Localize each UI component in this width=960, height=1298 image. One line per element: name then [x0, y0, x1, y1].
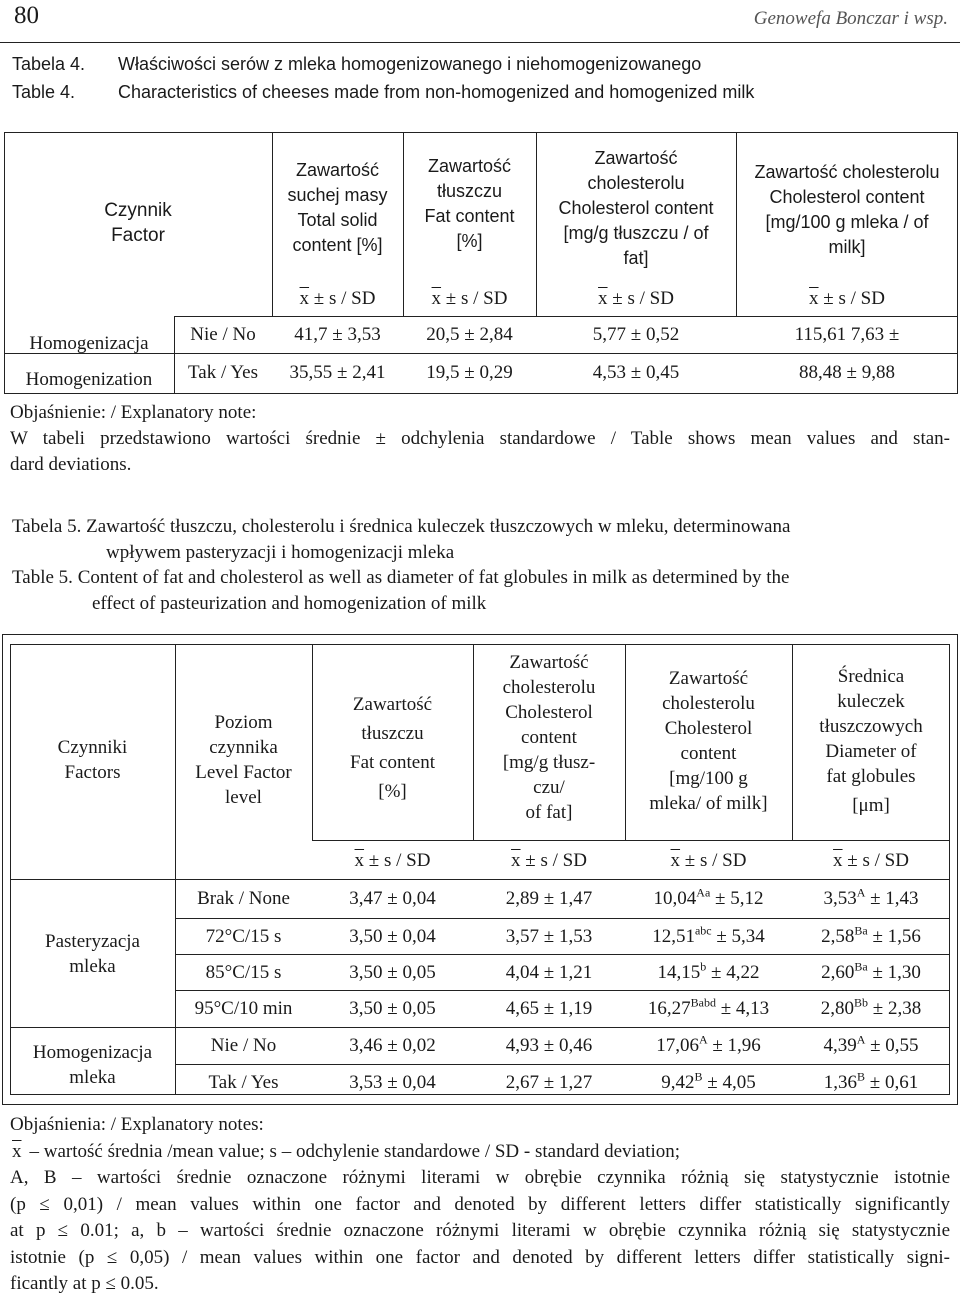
table4-stat-label: $\overline{x} \pm s$ / SD: [299, 288, 376, 309]
table4-col-cholesterol-milk: Zawartość cholesterolu Cholesterol content [mg/100 g mleka / of milk]: [754, 162, 940, 257]
table-cell: 85°C/15 s: [205, 962, 282, 983]
table-cell: $3,53^A \pm 1,43$: [823, 885, 919, 909]
table4-factor: Homogenizacja Homogenization: [25, 333, 153, 390]
table-cell: Brak / None: [197, 888, 290, 909]
page-header: [0, 0, 960, 43]
table-cell: $10,04^{Aa} \pm 5,12$: [653, 885, 764, 909]
table-cell: $2,60^{Ba} \pm 1,30$: [821, 959, 921, 983]
table-cell: 4,93 ± 0,46: [505, 1035, 593, 1056]
table4-col-cholesterol-fat: Zawartość cholesterolu Cholesterol content [mg/g tłuszczu / of fat]: [558, 148, 714, 268]
table4-factor-header: Czynnik Factor: [104, 200, 172, 246]
table-cell: $17,06^A \pm 1,96$: [656, 1032, 761, 1056]
table-cell: 4,04 ± 1,21: [505, 962, 593, 983]
table-cell: Tak / Yes: [208, 1072, 279, 1093]
table-cell: 3,50 ± 0,05: [349, 962, 436, 983]
table5-group-pasteurization: Pasteryzacja mleka: [45, 931, 140, 977]
table5-stat-label: $\overline{x} \pm s$ / SD: [670, 850, 747, 871]
table4-col-total-solid: Zawartość suchej masy Total solid content [%]: [287, 160, 388, 255]
table-cell: 2,67 ± 1,27: [505, 1072, 593, 1093]
table-cell: 12,51$^{abc}$ ± 5,34: [652, 923, 765, 947]
table5-level-header: Poziom czynnika Level Factor level: [195, 712, 292, 808]
table5-col-cholesterol-milk: Zawartość cholesterolu Cholesterol content [mg/100 g mleka/ of milk]: [649, 668, 768, 814]
table-cell: 3,57 ± 1,53: [505, 926, 593, 947]
table-cell: $16,27^{Babd} \pm 4,13$: [647, 995, 770, 1019]
table5-group-homogenization: Homogenizacja mleka: [32, 1042, 153, 1088]
table5-stat-label: $\overline{x} \pm s$ / SD: [511, 850, 587, 871]
table-cell: 4,65 ± 1,19: [505, 998, 593, 1019]
table4-col-fat: Zawartość tłuszczu Fat content [%]: [424, 156, 515, 251]
table5-stat-label: $\overline{x} \pm s$ / SD: [354, 850, 431, 871]
table5-notes: Objaśnienia: / Explanatory notes: $\overline{x}$ – wartość średnia /mean value; s – odchylenie standardowe / SD - standard deviation; A, B – wartości średnie oznaczone różnymi literami w obrębie czynnika różnią się statystycznie istotnie (p ≤ 0,01) / mean values within one factor and denoted by different letters differ statistically significantly at p ≤ 0.01; a, b – wartości średnie oznaczone różnymi literami w obrębie czynnika różnią się statystycznie istotnie (p ≤ 0,05) / mean values within one factor and denoted by different letters differ statistically signi- ficantly at p ≤ 0.05.: [10, 1114, 950, 1294]
table-cell: $4,39^A \pm 0,55$: [823, 1032, 919, 1056]
table-cell: Nie / No: [210, 1035, 277, 1056]
table-cell: 95°C/10 min: [194, 998, 293, 1019]
table-cell: $2,80^{Bb} \pm 2,38$: [820, 995, 922, 1019]
table5-col-fat: Zawartość tłuszczu Fat content [%]: [350, 694, 435, 802]
table4-notes: Objaśnienie: / Explanatory note: W tabeli przedstawiono wartości średnie ± odchylenia standardowe / Table shows mean values and stan- dard deviations.: [10, 402, 950, 475]
table-cell: 14,15$^b$ ± 4,22: [657, 959, 760, 983]
table4-stat-label: $\overline{x} \pm s$ / SD: [598, 288, 674, 309]
running-author: Genowefa Bonczar i wsp.: [753, 8, 948, 29]
table4-stat-label: $\overline{x} \pm s$ / SD: [431, 288, 508, 309]
table-cell: $2,58^{Ba} \pm 1,56$: [821, 923, 921, 947]
table-cell: 3,53 ± 0,04: [349, 1072, 436, 1093]
table-cell: $9,42^B \pm 4,05$: [661, 1069, 756, 1093]
table-cell: $1,36^B \pm 0,61$: [823, 1069, 919, 1093]
table-cell: 2,89 ± 1,47: [505, 888, 593, 909]
table5-col-globule-diameter: Średnica kuleczek tłuszczowych Diameter of fat globules [μm]: [819, 666, 923, 816]
table5-stat-label: $\overline{x} \pm s$ / SD: [833, 850, 909, 871]
table4-stat-label: $\overline{x} \pm s$ / SD: [809, 288, 885, 309]
table5-caption: Tabela 5. Zawartość tłuszczu, cholesterolu i średnica kuleczek tłuszczowych w mleku, determinowana wpływem pasteryzacji i homogenizacji mleka Table 5. Content of fat and cholesterol as well as diameter of fat globules in milk as determined by the effect of pasteurization and homogenization of milk: [12, 516, 791, 614]
table-cell: 3,47 ± 0,04: [349, 888, 436, 909]
table-cell: 3,46 ± 0,02: [349, 1035, 436, 1056]
page-number: 80: [14, 2, 39, 29]
table-cell: 3,50 ± 0,04: [349, 926, 436, 947]
table5-col-cholesterol-fat: Zawartość cholesterolu Cholesterol content [mg/g tłusz- czu/ of fat]: [502, 652, 596, 823]
table-cell: 72°C/15 s: [205, 926, 282, 947]
table5-factors-header: Czynniki Factors: [57, 737, 128, 783]
table-cell: 3,50 ± 0,05: [349, 998, 436, 1019]
